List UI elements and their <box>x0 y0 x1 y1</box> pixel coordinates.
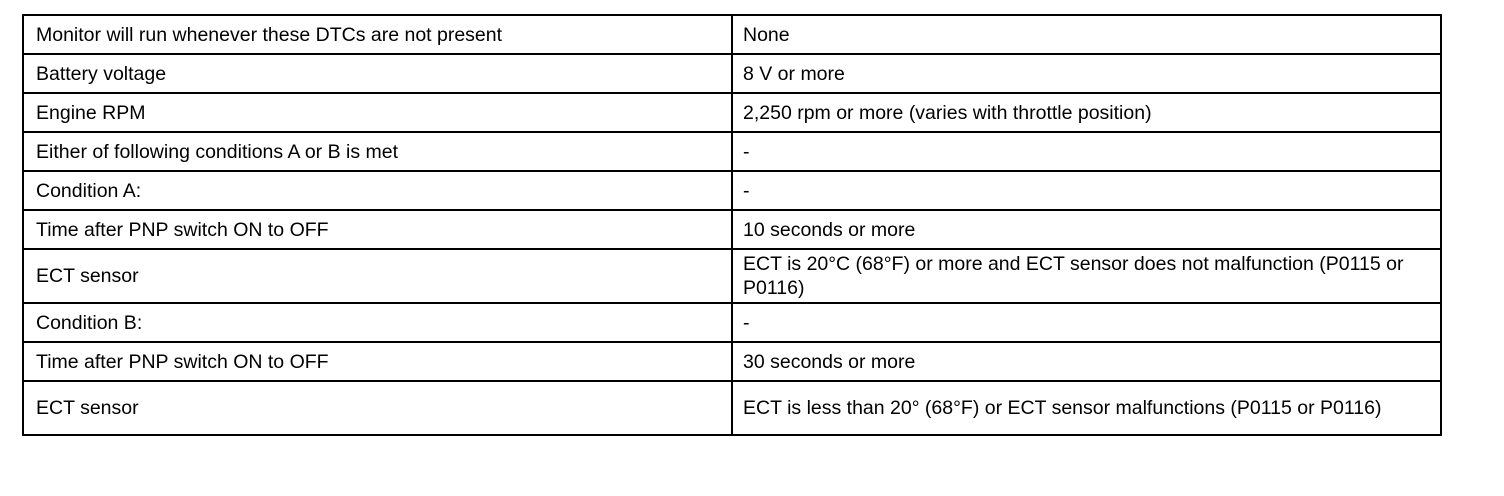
parameter-cell: ECT sensor <box>23 249 732 303</box>
parameter-cell: Monitor will run whenever these DTCs are not present <box>23 15 732 54</box>
table-row <box>23 342 1441 381</box>
parameter-cell: Either of following conditions A or B is met <box>23 132 732 171</box>
table-row <box>23 171 1441 210</box>
table-row <box>23 132 1441 171</box>
parameter-cell: Time after PNP switch ON to OFF <box>23 342 732 381</box>
value-cell: ECT is less than 20° (68°F) or ECT sensor malfunctions (P0115 or P0116) <box>732 381 1441 435</box>
parameter-cell: ECT sensor <box>23 381 732 435</box>
table-row <box>23 303 1441 342</box>
value-cell: 10 seconds or more <box>732 210 1441 249</box>
table-row <box>23 249 1441 303</box>
parameter-cell: Engine RPM <box>23 93 732 132</box>
parameter-cell: Battery voltage <box>23 54 732 93</box>
parameter-cell: Condition B: <box>23 303 732 342</box>
table-row <box>23 210 1441 249</box>
value-cell: 30 seconds or more <box>732 342 1441 381</box>
value-cell: 8 V or more <box>732 54 1441 93</box>
parameter-cell: Time after PNP switch ON to OFF <box>23 210 732 249</box>
table-row <box>23 93 1441 132</box>
value-cell: - <box>732 171 1441 210</box>
table-row <box>23 15 1441 54</box>
value-cell: - <box>732 132 1441 171</box>
table-row <box>23 381 1441 435</box>
parameter-cell: Condition A: <box>23 171 732 210</box>
value-cell: 2,250 rpm or more (varies with throttle position) <box>732 93 1441 132</box>
value-cell: None <box>732 15 1441 54</box>
value-cell: - <box>732 303 1441 342</box>
table-row <box>23 54 1441 93</box>
value-cell: ECT is 20°C (68°F) or more and ECT sensor does not malfunction (P0115 or P0116) <box>732 249 1441 303</box>
conditions-table <box>22 14 1442 436</box>
